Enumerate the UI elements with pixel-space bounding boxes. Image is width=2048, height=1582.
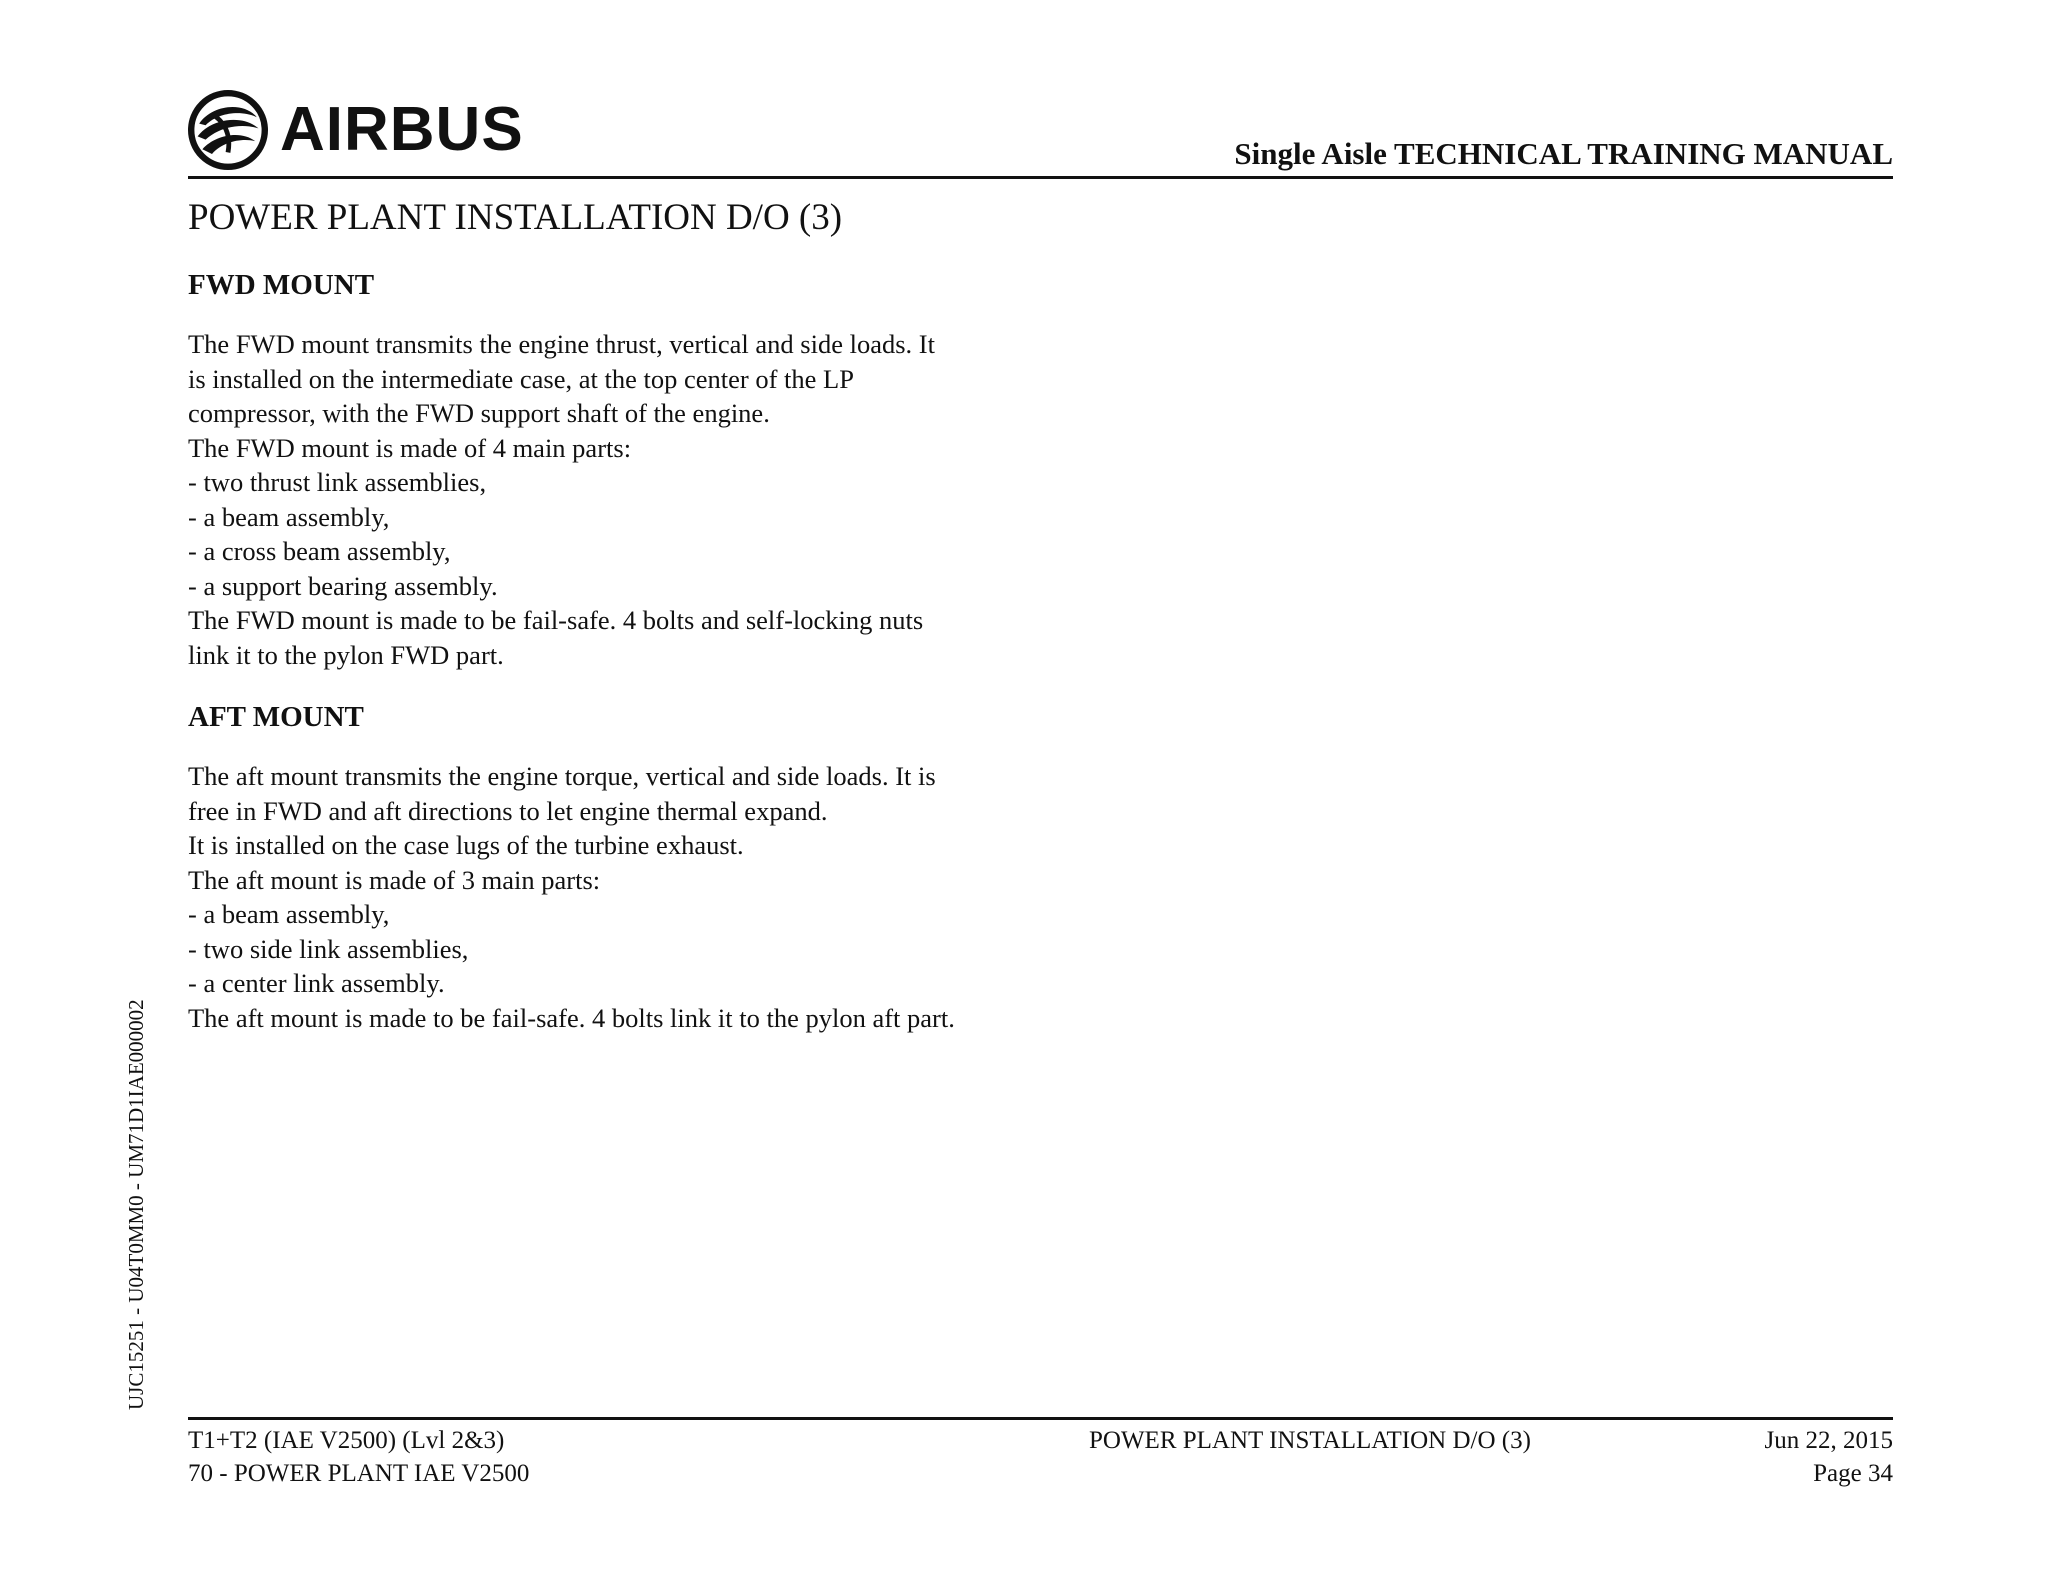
- list-item: - a beam assembly,: [188, 899, 390, 929]
- page-title: POWER PLANT INSTALLATION D/O (3): [188, 197, 843, 238]
- body-line: is installed on the intermediate case, at the top center of the LP: [188, 363, 854, 394]
- footer-course: T1+T2 (IAE V2500) (Lvl 2&3): [188, 1427, 505, 1454]
- list-item: - two side link assemblies,: [188, 933, 469, 964]
- document-side-id: UJC15251 - U04T0MM0 - UM71D1IAE000002: [124, 999, 148, 1410]
- manual-title: Single Aisle TECHNICAL TRAINING MANUAL: [1234, 136, 1893, 171]
- airbus-logo-icon: [188, 90, 268, 170]
- list-item: - two thrust link assemblies,: [188, 467, 487, 497]
- footer-chapter: 70 - POWER PLANT IAE V2500: [188, 1460, 530, 1487]
- body-line: The FWD mount is made to be fail-safe. 4 bolts and self-locking nuts: [188, 605, 924, 635]
- section-heading: FWD MOUNT: [188, 269, 375, 301]
- list-item: - a cross beam assembly,: [188, 536, 451, 566]
- list-item: - a center link assembly.: [188, 968, 445, 998]
- list-item: - a beam assembly,: [188, 501, 390, 532]
- body-line: free in FWD and aft directions to let engine thermal expand.: [188, 795, 828, 826]
- body-line: The FWD mount transmits the engine thrust, vertical and side loads. It: [188, 329, 935, 359]
- section-body: [188, 327, 1058, 672]
- body-line: The aft mount transmits the engine torque, vertical and side loads. It is: [188, 761, 936, 791]
- footer-date: Jun 22, 2015: [1764, 1427, 1893, 1454]
- body-line: compressor, with the FWD support shaft of the engine.: [188, 398, 770, 428]
- body-line: The aft mount is made to be fail-safe. 4 bolts link it to the pylon aft part.: [188, 1002, 955, 1033]
- footer-section: POWER PLANT INSTALLATION D/O (3): [1089, 1427, 1531, 1454]
- section-body: [188, 759, 1058, 1035]
- footer-left: [188, 1424, 529, 1490]
- airbus-logo-text: AIRBUS: [280, 95, 524, 164]
- aft-mount-section: [188, 700, 1058, 1035]
- footer-divider: [188, 1417, 1893, 1420]
- body-line: link it to the pylon FWD part.: [188, 639, 504, 670]
- list-item: - a support bearing assembly.: [188, 570, 498, 601]
- airbus-logo: [188, 90, 524, 170]
- footer-right: [1765, 1424, 1893, 1490]
- footer-center: [1089, 1424, 1531, 1457]
- header-divider: [188, 176, 1893, 179]
- body-line: The FWD mount is made of 4 main parts:: [188, 432, 632, 463]
- body-line: It is installed on the case lugs of the turbine exhaust.: [188, 830, 744, 860]
- footer-page-number: Page 34: [1813, 1460, 1893, 1487]
- fwd-mount-section: [188, 268, 1058, 672]
- section-heading: AFT MOUNT: [188, 701, 364, 733]
- body-line: The aft mount is made of 3 main parts:: [188, 864, 601, 895]
